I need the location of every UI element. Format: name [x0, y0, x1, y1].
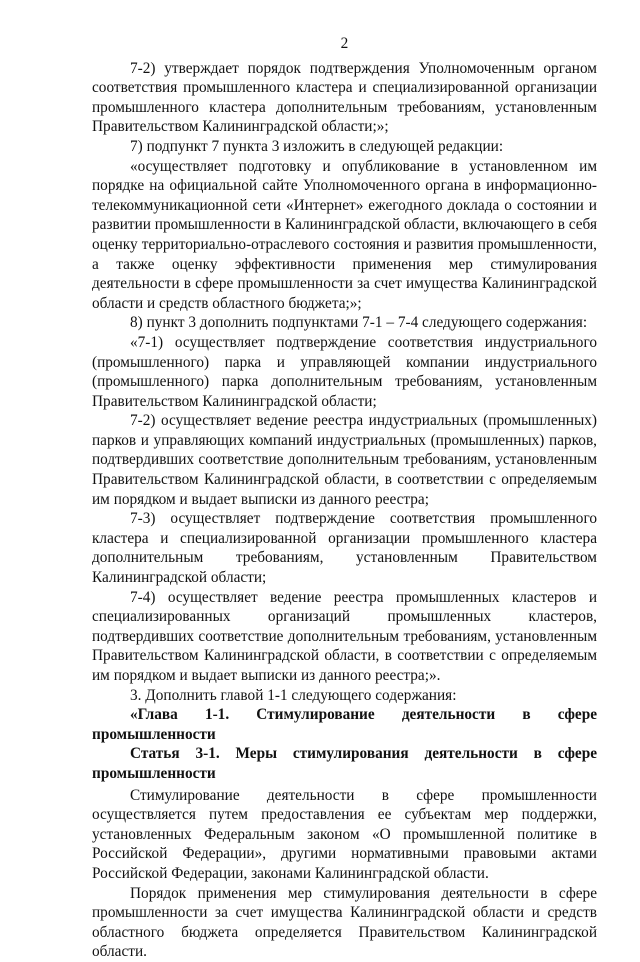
- body-paragraph: 8) пункт 3 дополнить подпунктами 7-1 – 7-4 следующего содержания:: [130, 314, 588, 332]
- body-paragraph: 3. Дополнить главой 1-1 следующего содержания:: [130, 686, 457, 704]
- document-body: [92, 59, 597, 962]
- body-paragraph: «осуществляет подготовку и опубликование в установленном им порядке на официальной сайте Уполномоченного органа в информационно-телекоммуникационной сети «Интернет» ежегодного доклада о состоянии и развитии промышленности в Калининградской области, включающего в себя оценку территориально-отраслевого состояния и развития промышленности, а также оценку эффективности применения мер стимулирования деятельности в сфере промышленности за счет имущества Калининградской области и средств областного бюджета;»;: [92, 157, 597, 312]
- heading-paragraph: Статья 3-1. Меры стимулирования деятельности в сфере промышленности: [92, 745, 597, 782]
- body-paragraph: «7-1) осуществляет подтверждение соответствия индустриального (промышленного) парка и управляющей компании индустриального (промышленного) парка дополнительным требованиям, установленным Правительством Калининградской области;: [92, 333, 597, 410]
- body-paragraph: Порядок применения мер стимулирования деятельности в сфере промышленности за счет имущества Калининградской области и средств областного бюджета определяется Правительством Калининградской области.: [92, 884, 597, 961]
- body-paragraph: 7-2) утверждает порядок подтверждения Уполномоченным органом соответствия промышленного кластера и специализированной организации промышленного кластера дополнительным требованиям, установленным Правительством Калининградской области;»;: [92, 59, 597, 136]
- body-paragraph: 7-4) осуществляет ведение реестра промышленных кластеров и специализированных организаций промышленных кластеров, подтвердивших соответствие дополнительным требованиям, установленным Правительством Калининградской области, в соответствии с определяемым им порядком и выдает выписки из данного реестра;».: [92, 588, 597, 684]
- body-paragraph: 7-3) осуществляет подтверждение соответствия промышленного кластера и специализированной организации промышленного кластера дополнительным требованиям, установленным Правительством Калининградской области;: [92, 510, 597, 587]
- body-paragraph: Стимулирование деятельности в сфере промышленности осуществляется путем предоставления ее субъектам мер поддержки, установленных Федеральным законом «О промышленной политике в Российской Федерации», другими нормативными правовыми актами Российской Федерации, законами Калининградской области.: [92, 786, 597, 882]
- body-paragraph: 7-2) осуществляет ведение реестра индустриальных (промышленных) парков и управляющих компаний индустриальных (промышленных) парков, подтвердивших соответствие дополнительным требованиям, установленным Правительством Калининградской области, в соответствии с определяемым им порядком и выдает выписки из данного реестра;: [92, 412, 597, 508]
- page-number: 2: [340, 35, 349, 52]
- body-paragraph: 7) подпункт 7 пункта 3 изложить в следующей редакции:: [130, 137, 504, 155]
- heading-paragraph: «Глава 1-1. Стимулирование деятельности в сфере промышленности: [92, 706, 597, 743]
